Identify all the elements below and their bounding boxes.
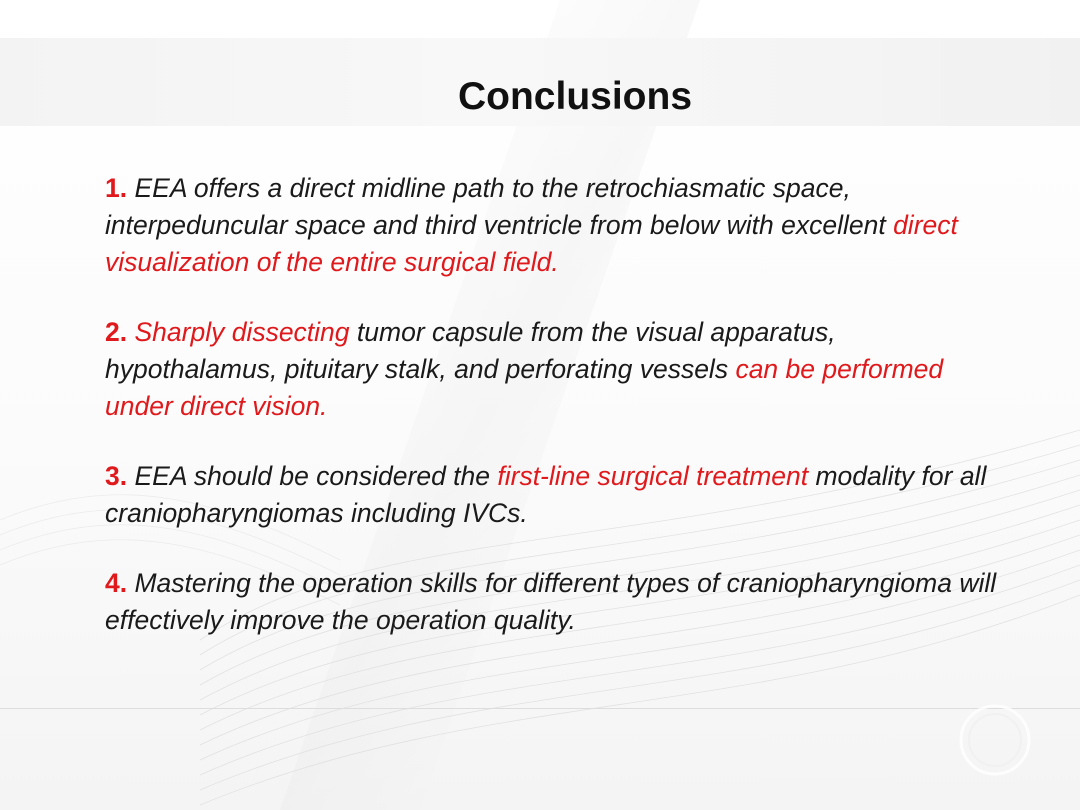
point-text: Mastering the operation skills for different types of craniopharyngioma will effectively improve the operation quality.: [105, 568, 997, 635]
point-text: modality for all craniopharyngiomas including IVCs.: [105, 461, 987, 528]
point-number: 3.: [105, 461, 128, 491]
highlighted-text: direct visualization of the entire surgical field.: [105, 210, 958, 277]
point-number: 1.: [105, 173, 128, 203]
point-number: 2.: [105, 317, 128, 347]
conclusion-point-2: [105, 314, 1005, 425]
highlighted-text: first-line surgical treatment: [497, 461, 809, 491]
circular-logo-watermark-icon: [955, 700, 1035, 780]
footer-divider: [0, 708, 1080, 709]
point-text: EEA should be considered the: [127, 461, 498, 491]
point-text: tumor capsule from the visual apparatus, hypothalamus, pituitary stalk, and perforating vessels: [105, 317, 836, 384]
conclusion-point-3: [105, 458, 1005, 532]
conclusion-point-4: [105, 565, 1005, 639]
conclusions-list: [105, 170, 1005, 672]
highlighted-text: Sharply dissecting: [134, 317, 350, 347]
point-text: EEA offers a direct midline path to the retrochiasmatic space, interpeduncular space and third ventricle from below with excellent: [105, 173, 894, 240]
slide-title: Conclusions: [457, 75, 693, 118]
point-number: 4.: [105, 568, 128, 598]
conclusion-point-1: [105, 170, 1005, 281]
highlighted-text: can be performed under direct vision.: [105, 354, 944, 421]
